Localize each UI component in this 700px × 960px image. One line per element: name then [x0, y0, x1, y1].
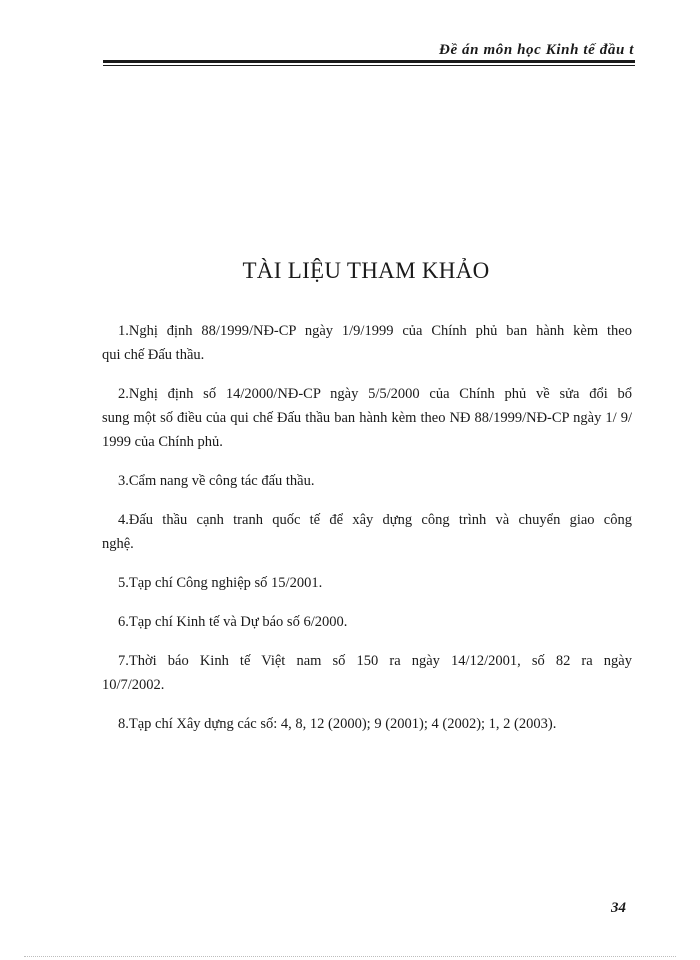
reference-item-7 [102, 649, 632, 697]
header-rule-thin [103, 65, 635, 66]
reference-text: 1.Nghị định 88/1999/NĐ-CP ngày 1/9/1999 của Chính phủ ban hành kèm theo [118, 323, 632, 339]
reference-text: 6.Tạp chí Kinh tế và Dự báo số 6/2000. [118, 614, 348, 630]
reference-text: 2.Nghị định số 14/2000/NĐ-CP ngày 5/5/2000 của Chính phủ về sửa đổi bổ [118, 386, 632, 402]
reference-text: 8.Tạp chí Xây dựng các số: 4, 8, 12 (2000); 9 (2001); 4 (2002); 1, 2 (2003). [118, 716, 557, 732]
header-rule [103, 60, 635, 63]
reference-text-continued: nghệ. [102, 536, 134, 552]
reference-item-8 [118, 712, 632, 736]
reference-list [102, 319, 632, 751]
running-header: Đề án môn học Kinh tế đầu t [439, 42, 634, 58]
page-title: TÀI LIỆU THAM KHẢO [242, 258, 490, 283]
reference-item-3 [118, 469, 632, 493]
reference-item-1 [102, 319, 632, 367]
reference-item-4 [102, 508, 632, 556]
reference-text-continued: qui chế Đấu thầu. [102, 347, 205, 363]
reference-text: 5.Tạp chí Công nghiệp số 15/2001. [118, 575, 323, 591]
page-bottom-border [24, 956, 676, 957]
reference-text: 7.Thời báo Kinh tế Việt nam số 150 ra ngày 14/12/2001, số 82 ra ngày [118, 653, 632, 669]
reference-item-2 [102, 382, 632, 454]
reference-text: 4.Đấu thầu cạnh tranh quốc tế để xây dựng công trình và chuyển giao công [118, 512, 632, 528]
reference-text-continued: sung một số điều của qui chế Đấu thầu ban hành kèm theo NĐ 88/1999/NĐ-CP ngày 1/ 9/ 1999 của Chính phủ. [102, 410, 632, 450]
reference-text-continued: 10/7/2002. [102, 677, 165, 693]
reference-item-5 [118, 571, 632, 595]
page-number: 34 [611, 900, 626, 916]
reference-text: 3.Cẩm nang về công tác đấu thầu. [118, 473, 315, 489]
reference-item-6 [118, 610, 632, 634]
